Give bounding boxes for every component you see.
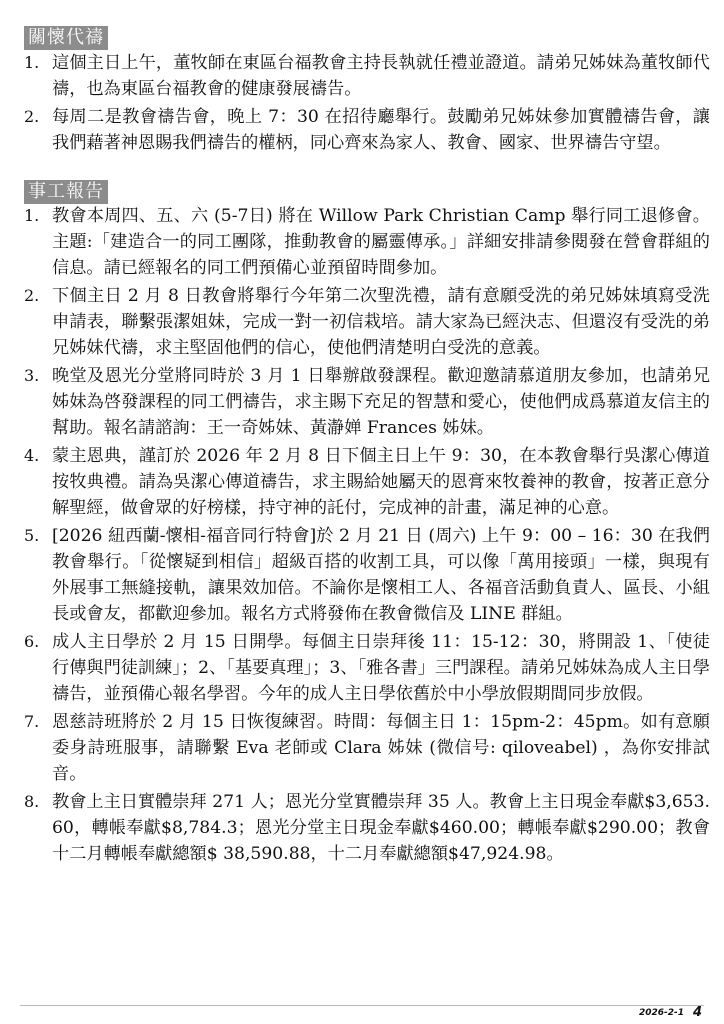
item-text: 蒙主恩典，謹訂於 2026 年 2 月 8 日下個主日上午 9：30，在本教會舉行吳潔心傳道按牧典禮。請為吳潔心傳道禱告，求主賜給她屬天的恩膏來牧養神的教會，按著正意分解聖經，做會眾的好榜樣，持守神的託付，完成神的計畫，滿足神的心意。 [52, 446, 710, 518]
item-number: 7. [24, 712, 40, 731]
list-item [24, 629, 710, 707]
list-item [24, 709, 710, 787]
page-number: 4 [692, 1005, 702, 1020]
list-item [24, 104, 710, 156]
item-text: 成人主日學於 2 月 15 日開學。每個主日崇拜後 11：15-12：30，將開設 1、「使徒行傳與門徒訓練」；2、「基要真理」；3、「雅各書」三門課程。請弟兄姊妹為成人主日學禱告，並預備心報名學習。今年的成人主日學依舊於中小學放假期間同步放假。 [52, 632, 710, 704]
item-text: 這個主日上午，董牧師在東區台福教會主持長執就任禮並證道。請弟兄姊妹為董牧師代禱，也為東區台福教會的健康發展禱告。 [52, 53, 710, 99]
item-number: 2. [24, 107, 40, 126]
item-number: 6. [24, 632, 40, 651]
list-item [24, 443, 710, 521]
section-header-prayer: 關懷代禱 [24, 26, 108, 50]
list-item [24, 363, 710, 441]
item-text: [2026 紐西蘭-懷相-福音同行特會]於 2 月 21 日 (周六) 上午 9：00 – 16：30 在我們教會舉行。「從懷疑到相信」超級百搭的收割工具，可以像「萬用接頭」一樣，與現有外展事工無縫接軌，讓果效加倍。不論你是懷相工人、各福音活動負責人、區長、小組長或會友，都歡迎參加。報名方式將發佈在教會微信及 LINE 群組。 [52, 526, 710, 624]
prayer-list [24, 50, 710, 158]
list-item [24, 203, 710, 281]
item-number: 1. [24, 53, 40, 72]
item-text: 晚堂及恩光分堂將同時於 3 月 1 日舉辦啟發課程。歡迎邀請慕道朋友參加，也請弟兄姊妹為啓發課程的同工們禱告，求主賜下充足的智慧和愛心，使他們成爲慕道友信主的幫助。報名請諮詢：王一奇姊妹、黃瀞婵 Frances 姊妹。 [52, 366, 710, 438]
footer-date: 2026-2-1 [638, 1008, 684, 1018]
item-number: 3. [24, 366, 40, 385]
list-item [24, 283, 710, 361]
ministry-report-list [24, 203, 710, 869]
item-number: 1. [24, 206, 40, 225]
item-number: 4. [24, 446, 40, 465]
item-text: 下個主日 2 月 8 日教會將舉行今年第二次聖洗禮，請有意願受洗的弟兄姊妹填寫受洗申請表，聯繫張潔姐妹，完成一對一初信栽培。請大家為已經決志、但還沒有受洗的弟兄姊妹代禱，求主堅固他們的信心，使他們清楚明白受洗的意義。 [52, 286, 710, 358]
item-text: 教會上主日實體崇拜 271 人；恩光分堂實體崇拜 35 人。教會上主日現金奉獻$3,653.60，轉帳奉獻$8,784.3；恩光分堂主日現金奉獻$460.00；轉帳奉獻$290.00；教會十二月轉帳奉獻總額$ 38,590.88，十二月奉獻總額$47,924.98。 [52, 792, 710, 864]
list-item [24, 789, 710, 867]
list-item [24, 50, 710, 102]
section-header-ministry-report: 事工報告 [24, 180, 108, 204]
item-text: 恩慈詩班將於 2 月 15 日恢復練習。時間：每個主日 1：15pm-2：45pm。如有意願委身詩班服事，請聯繫 Eva 老師或 Clara 姊妹 (微信号: qiloveabel) ，為你安排試音。 [52, 712, 710, 784]
item-text: 教會本周四、五、六 (5-7日) 將在 Willow Park Christian Camp 舉行同工退修會。主題:「建造合一的同工團隊，推動教會的屬靈傳承。」詳細安排請參閱發在營會群組的信息。請已經報名的同工們預備心並預留時間參加。 [52, 206, 710, 278]
footer-divider [20, 1005, 704, 1006]
item-number: 2. [24, 286, 40, 305]
item-number: 5. [24, 526, 40, 545]
list-item [24, 523, 710, 627]
item-number: 8. [24, 792, 40, 811]
item-text: 每周二是教會禱告會，晚上 7：30 在招待廳舉行。鼓勵弟兄姊妹參加實體禱告會，讓我們藉著神恩賜我們禱告的權柄，同心齊來為家人、教會、國家、世界禱告守望。 [52, 107, 710, 153]
